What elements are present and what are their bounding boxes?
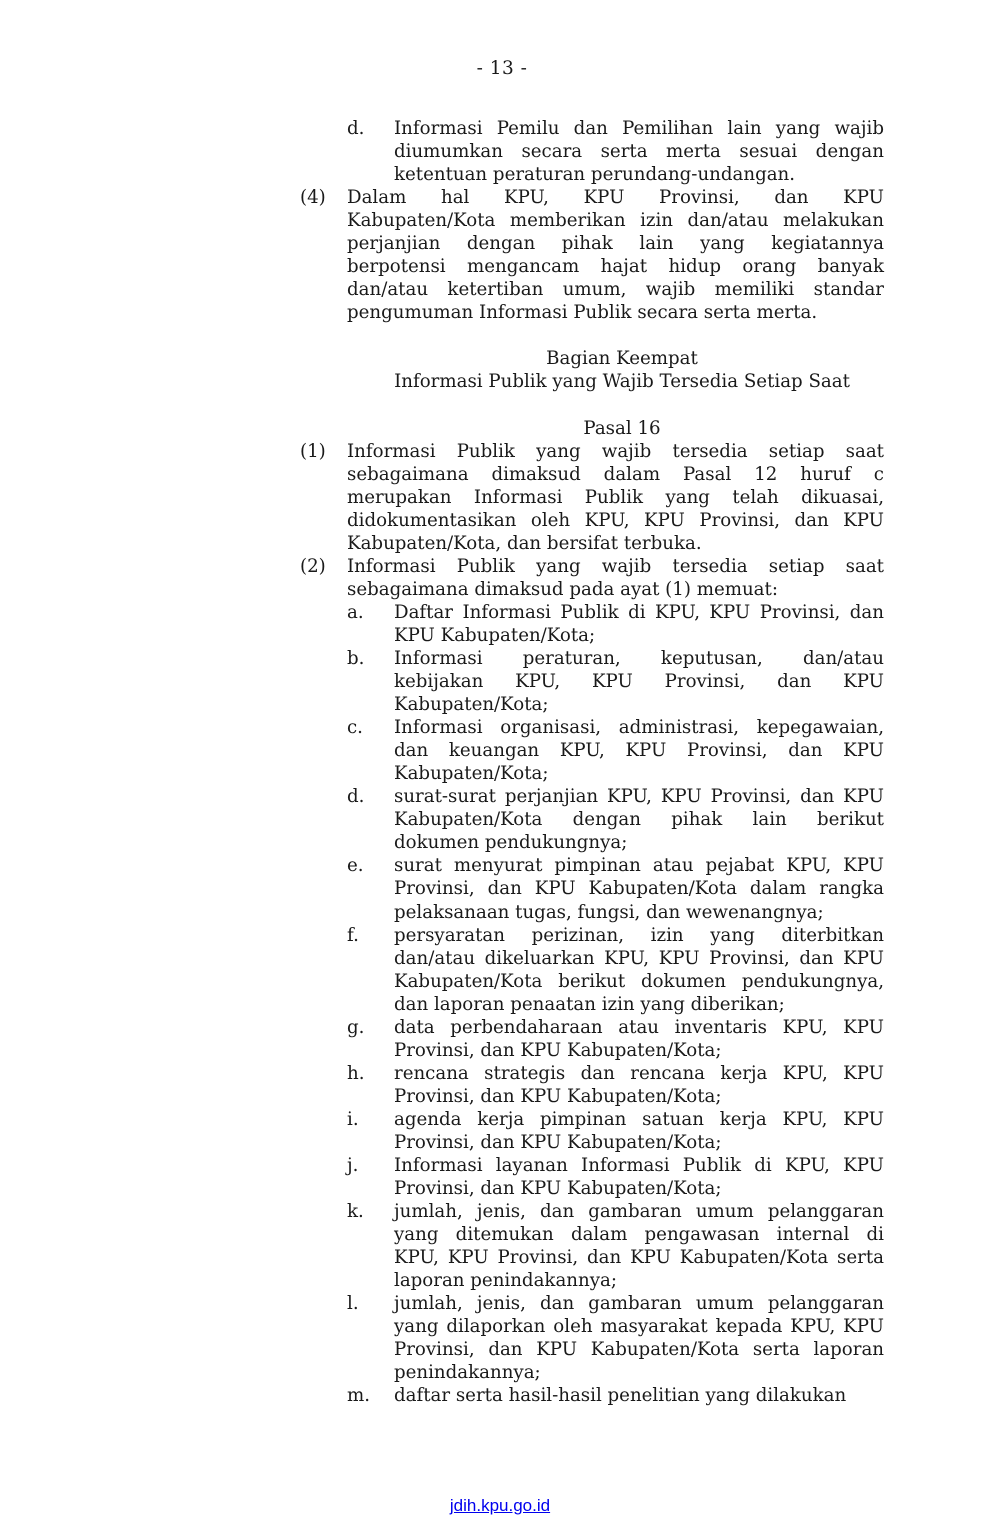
text-line: Provinsi, dan KPU Kabupaten/Kota; — [394, 1131, 722, 1153]
text-line: dan keuangan KPU, KPU Provinsi, dan KPU — [394, 740, 884, 762]
list-item-f-text — [394, 924, 884, 1016]
text-line: pelaksanaan tugas, fungsi, dan wewenangnya; — [394, 901, 824, 923]
list-item-m — [347, 1384, 884, 1407]
pre-item-d-label: d. — [347, 118, 365, 139]
list-item-d-text — [394, 785, 884, 854]
text-line: didokumentasikan oleh KPU, KPU Provinsi, dan KPU — [347, 509, 884, 531]
footer-link[interactable]: jdih.kpu.go.id — [449, 1496, 551, 1515]
text-line: Informasi Pemilu dan Pemilihan lain yang wajib — [394, 118, 884, 139]
document-body — [300, 117, 884, 1408]
text-line: Dalam hal KPU, KPU Provinsi, dan KPU — [347, 187, 884, 209]
text-line: surat menyurat pimpinan atau pejabat KPU, KPU — [394, 855, 884, 877]
text-line: Provinsi, dan KPU Kabupaten/Kota; — [394, 1178, 722, 1200]
text-line: KPU, KPU Provinsi, dan KPU Kabupaten/Kota serta — [394, 1247, 884, 1269]
spacer — [300, 394, 884, 417]
list-item-c — [347, 716, 884, 785]
text-line: perjanjian dengan pihak lain yang kegiatannya — [347, 233, 884, 255]
text-line: pengumuman Informasi Publik secara serta merta. — [347, 302, 818, 324]
text-line: Kabupaten/Kota berikut dokumen pendukungnya, — [394, 970, 884, 992]
text-line: Provinsi, dan KPU Kabupaten/Kota dalam rangka — [394, 878, 884, 900]
ayat-2-block — [300, 555, 884, 601]
items-list — [300, 601, 884, 1408]
list-item-f — [347, 924, 884, 1016]
pre-item-d-text — [394, 117, 884, 186]
spacer — [300, 324, 884, 347]
list-item-b — [347, 647, 884, 716]
text-line: berpotensi mengancam hajat hidup orang banyak — [347, 256, 884, 278]
pre-item-d — [347, 117, 884, 186]
text-line: rencana strategis dan rencana kerja KPU, KPU — [394, 1062, 884, 1084]
list-item-a-label: a. — [347, 601, 364, 623]
list-item-j — [347, 1154, 884, 1200]
text-line: laporan penindakannya; — [394, 1270, 617, 1292]
list-item-h-text — [394, 1062, 884, 1108]
ayat-1-block — [300, 440, 884, 555]
list-item-k-text — [394, 1200, 884, 1292]
ayat-2 — [300, 555, 884, 601]
text-line: daftar serta hasil-hasil penelitian yang dilakukan — [394, 1385, 847, 1407]
text-line: Kabupaten/Kota, dan bersifat terbuka. — [347, 532, 702, 554]
text-line: agenda kerja pimpinan satuan kerja KPU, KPU — [394, 1108, 884, 1130]
text-line: Provinsi, dan KPU Kabupaten/Kota; — [394, 1085, 722, 1107]
list-item-a — [347, 601, 884, 647]
pasal-heading: Pasal 16 — [583, 417, 661, 439]
list-item-k — [347, 1200, 884, 1292]
list-item-g — [347, 1016, 884, 1062]
text-line: ketentuan peraturan perundang-undangan. — [394, 164, 796, 186]
text-line: Provinsi, dan KPU Kabupaten/Kota serta laporan — [394, 1339, 884, 1361]
text-line: dan laporan penaatan izin yang diberikan; — [394, 993, 785, 1015]
text-line: dan/atau ketertiban umum, wajib memiliki standar — [347, 279, 884, 301]
ayat-4-block — [300, 186, 884, 324]
section-subtitle: Informasi Publik yang Wajib Tersedia Setiap Saat — [394, 371, 850, 393]
text-line: Informasi peraturan, keputusan, dan/atau — [394, 647, 884, 669]
list-item-l-label: l. — [347, 1293, 359, 1315]
list-item-k-label: k. — [347, 1201, 364, 1223]
list-item-h — [347, 1062, 884, 1108]
ayat-2-block-label: (2) — [300, 555, 326, 577]
text-line: surat-surat perjanjian KPU, KPU Provinsi, dan KPU — [394, 786, 884, 808]
list-item-f-label: f. — [347, 924, 359, 946]
list-item-j-text — [394, 1154, 884, 1200]
footer — [0, 1496, 1000, 1516]
list-item-i-text — [394, 1108, 884, 1154]
list-item-d — [347, 785, 884, 854]
text-line: Informasi Publik yang wajib tersedia setiap saat — [347, 555, 884, 577]
ayat-1-block-text — [347, 440, 884, 555]
text-line: penindakannya; — [394, 1362, 541, 1384]
text-line: merupakan Informasi Publik yang telah dikuasai, — [347, 486, 884, 508]
text-line: sebagaimana dimaksud pada ayat (1) memuat: — [347, 578, 778, 600]
text-line: Informasi Publik yang wajib tersedia setiap saat — [347, 440, 884, 462]
list-item-e-text — [394, 854, 884, 923]
text-line: yang dilaporkan oleh masyarakat kepada KPU, KPU — [394, 1316, 884, 1338]
text-line: dokumen pendukungnya; — [394, 832, 628, 854]
list-item-e — [347, 854, 884, 923]
list-item-j-label: j. — [347, 1155, 359, 1177]
list-item-e-label: e. — [347, 855, 364, 877]
list-item-i — [347, 1108, 884, 1154]
list-item-b-text — [394, 647, 884, 716]
list-item-g-text — [394, 1016, 884, 1062]
text-line: data perbendaharaan atau inventaris KPU, KPU — [394, 1016, 884, 1038]
text-line: Kabupaten/Kota dengan pihak lain berikut — [394, 809, 884, 831]
text-line: Kabupaten/Kota memberikan izin dan/atau melakukan — [347, 210, 884, 232]
list-item-b-label: b. — [347, 647, 365, 669]
text-line: yang ditemukan dalam pengawasan internal di — [394, 1224, 884, 1246]
text-line: kebijakan KPU, KPU Provinsi, dan KPU — [394, 671, 884, 693]
ayat-1 — [300, 440, 884, 555]
page-number-text: - 13 - — [476, 58, 528, 79]
text-line: Kabupaten/Kota; — [394, 763, 549, 785]
list-item-m-text — [394, 1384, 884, 1407]
list-item-l-text — [394, 1292, 884, 1384]
section-title: Bagian Keempat — [546, 348, 698, 370]
text-line: sebagaimana dimaksud dalam Pasal 12 huruf c — [347, 463, 884, 485]
ayat-4 — [300, 186, 884, 324]
page-number — [0, 58, 1000, 79]
text-line: dan/atau dikeluarkan KPU, KPU Provinsi, dan KPU — [394, 947, 884, 969]
list-item-i-label: i. — [347, 1108, 359, 1130]
ayat-4-block-label: (4) — [300, 187, 326, 209]
list-item-h-label: h. — [347, 1062, 365, 1084]
text-line: diumumkan secara serta merta sesuai dengan — [394, 141, 884, 163]
text-line: jumlah, jenis, dan gambaran umum pelanggaran — [394, 1201, 884, 1223]
text-line: Daftar Informasi Publik di KPU, KPU Provinsi, dan — [394, 601, 884, 623]
list-item-g-label: g. — [347, 1016, 365, 1038]
text-line: Informasi organisasi, administrasi, kepegawaian, — [394, 717, 884, 739]
list-item-c-text — [394, 716, 884, 785]
ayat-1-block-label: (1) — [300, 440, 326, 462]
list-item-l — [347, 1292, 884, 1384]
text-line: Informasi layanan Informasi Publik di KPU, KPU — [394, 1155, 884, 1177]
text-line: KPU Kabupaten/Kota; — [394, 624, 596, 646]
text-line: persyaratan perizinan, izin yang diterbitkan — [394, 924, 884, 946]
list-item-m-label: m. — [347, 1385, 371, 1407]
pre-items-list — [300, 117, 884, 186]
text-line: jumlah, jenis, dan gambaran umum pelanggaran — [394, 1293, 884, 1315]
text-line: Kabupaten/Kota; — [394, 694, 549, 716]
ayat-4-block-text — [347, 186, 884, 324]
list-item-c-label: c. — [347, 717, 363, 739]
text-line: Provinsi, dan KPU Kabupaten/Kota; — [394, 1039, 722, 1061]
ayat-2-block-text — [347, 555, 884, 601]
list-item-a-text — [394, 601, 884, 647]
list-item-d-label: d. — [347, 786, 365, 808]
